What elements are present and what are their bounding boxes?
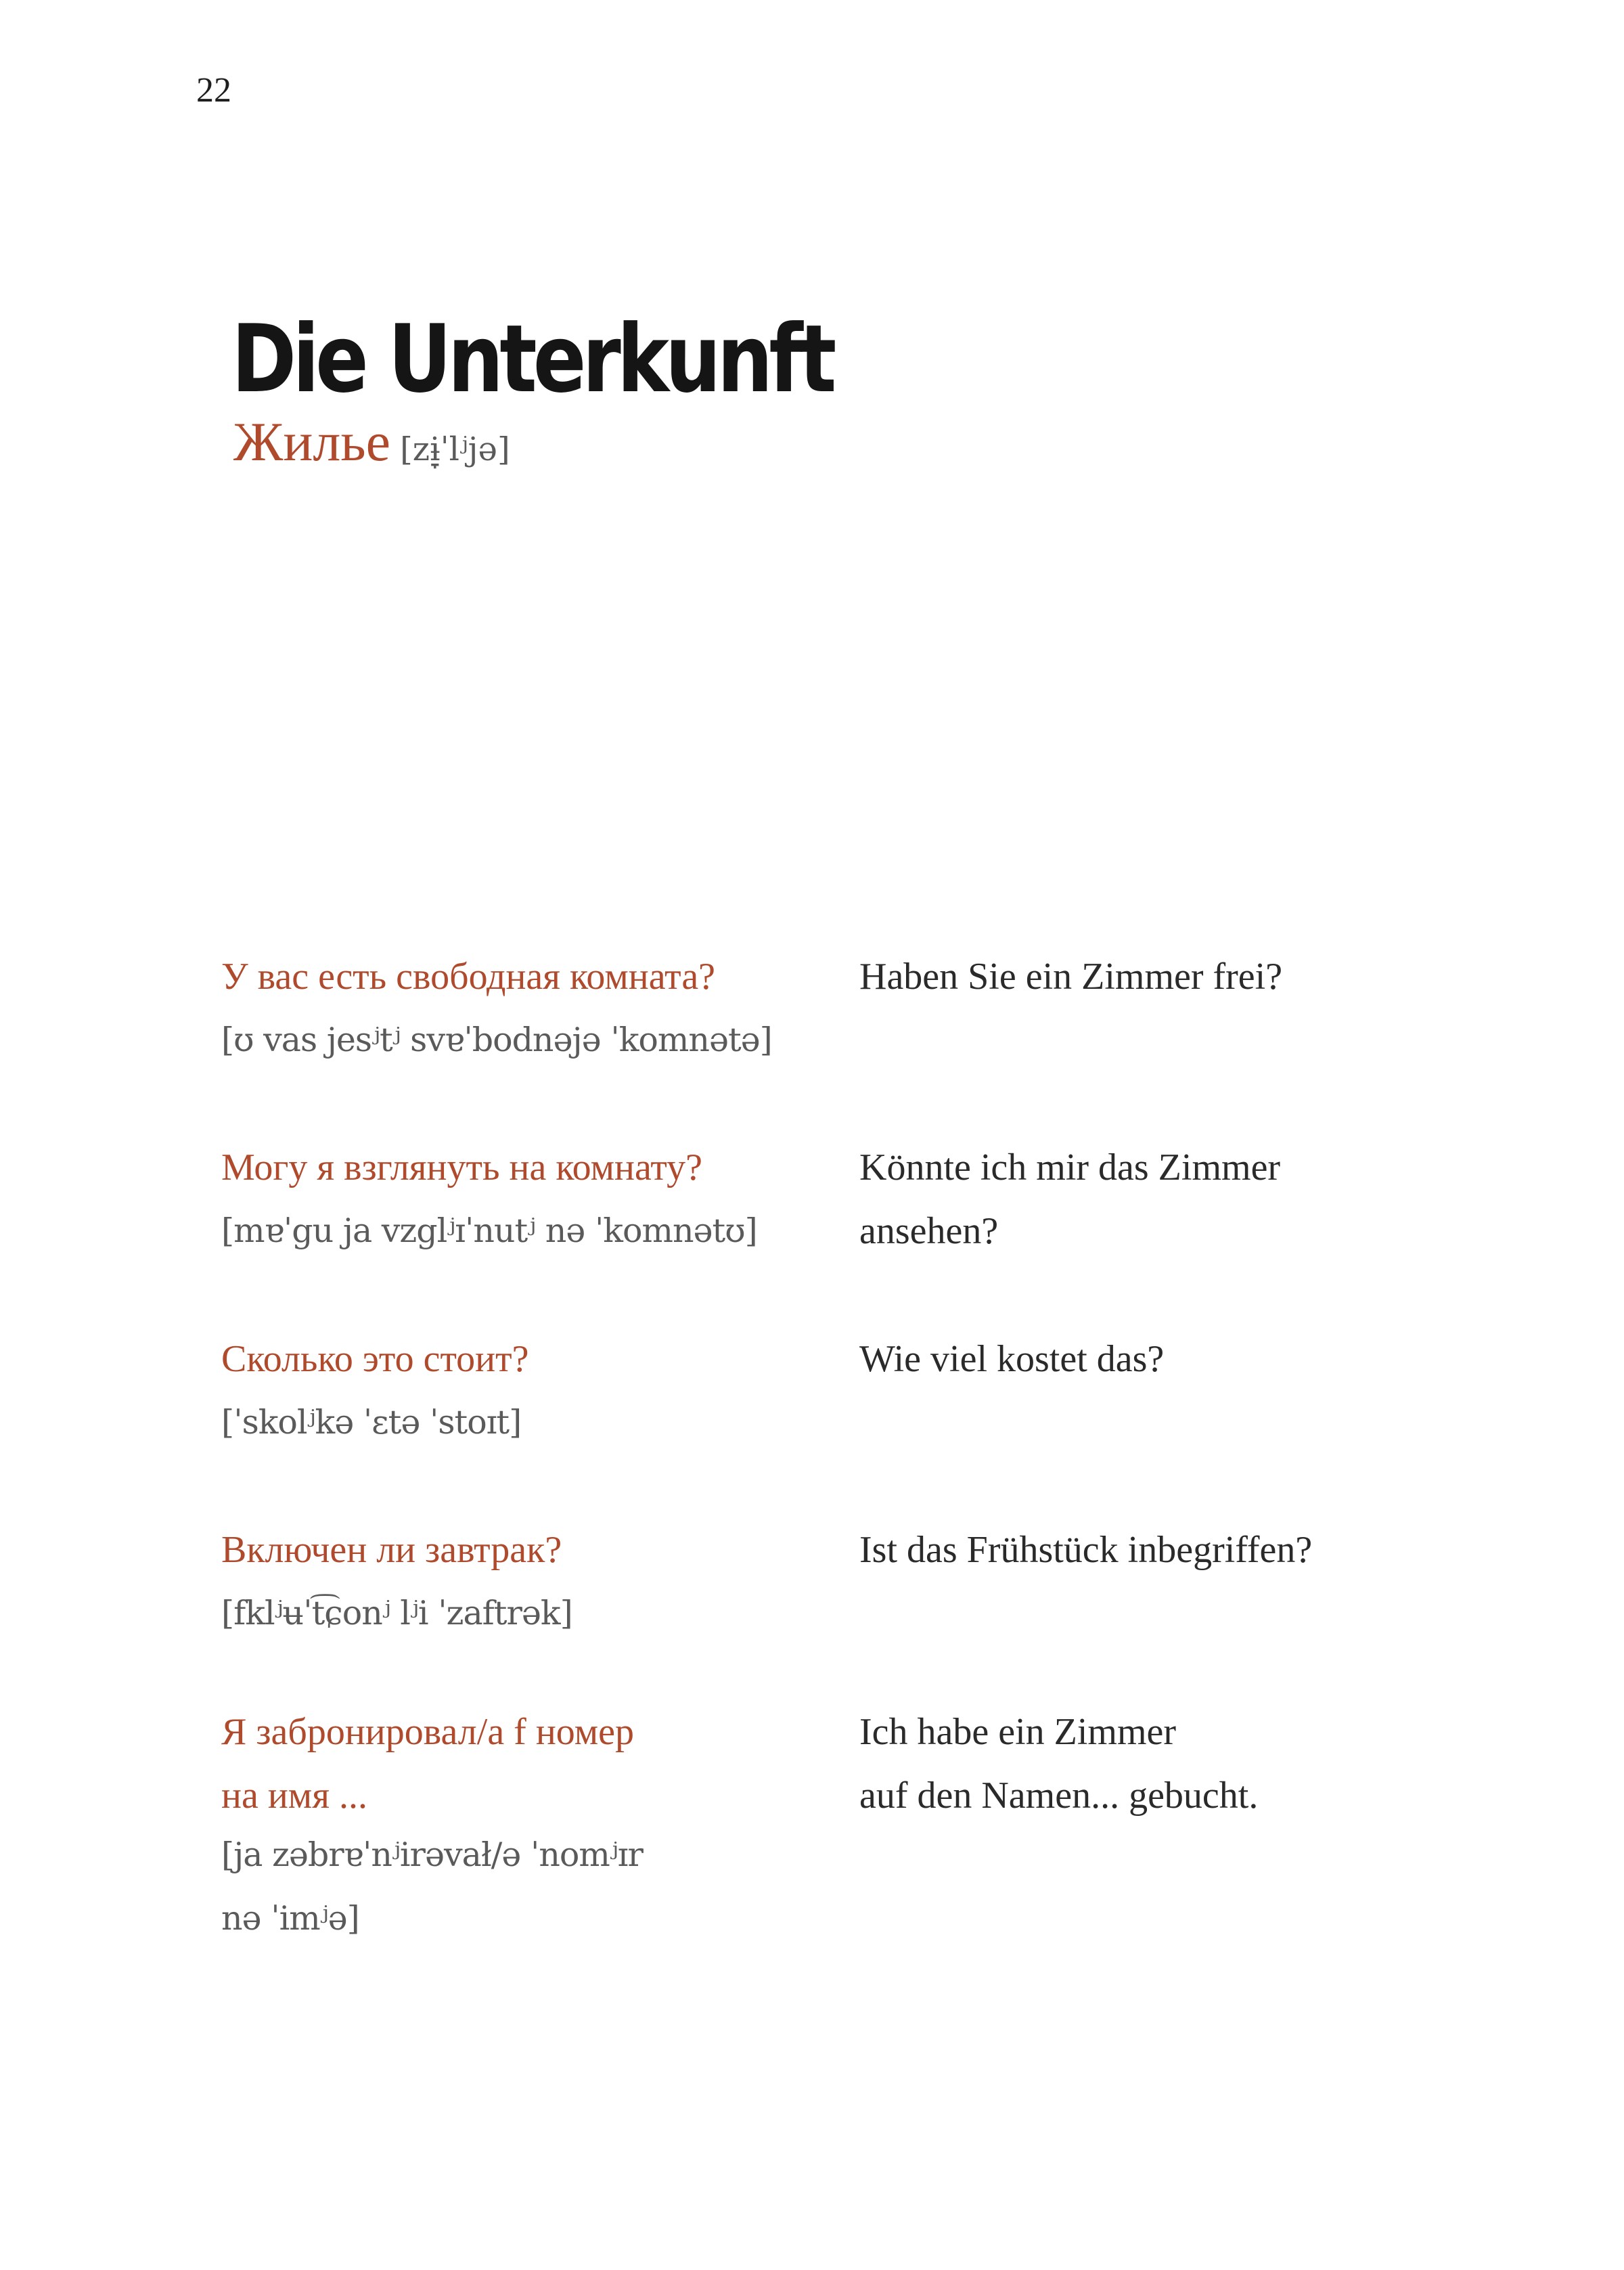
- transcription-line: [ʊ vas jesʲtʲ svɐˈbodnəjə ˈkomnətə]: [221, 1021, 772, 1059]
- russian-phrase: [221, 1700, 634, 1827]
- phrase-transcription: [221, 1823, 643, 1951]
- page-number: 22: [196, 71, 231, 110]
- phrase-transcription: [221, 1391, 521, 1454]
- transcription-line: nə ˈimʲə]: [221, 1899, 359, 1938]
- german-line: Wie viel kostet das?: [859, 1338, 1165, 1380]
- russian-phrase: [221, 945, 715, 1008]
- german-line: Haben Sie ein Zimmer frei?: [859, 956, 1283, 998]
- german-translation: [859, 1136, 1280, 1263]
- german-line: ansehen?: [859, 1210, 999, 1252]
- german-translation: [859, 1700, 1258, 1827]
- german-line: Könnte ich mir das Zimmer: [859, 1147, 1281, 1188]
- page-subtitle: [233, 411, 510, 472]
- russian-line: Включен ли завтрак?: [221, 1529, 562, 1571]
- russian-line: У вас есть свободная комната?: [221, 956, 716, 998]
- phrase-transcription: [221, 1199, 757, 1263]
- german-line: auf den Namen... gebucht.: [859, 1775, 1259, 1817]
- subtitle-transcription: [zɨ̞ˈlʲjə]: [400, 430, 510, 468]
- german-translation: [859, 1518, 1312, 1582]
- russian-phrase: [221, 1518, 562, 1582]
- russian-phrase: [221, 1136, 702, 1199]
- phrase-transcription: [221, 1008, 772, 1072]
- transcription-line: [fklʲʉˈt͡ɕonʲ lʲi ˈzaftrək]: [221, 1594, 572, 1632]
- russian-line: Сколько это стоит?: [221, 1338, 529, 1380]
- page-title: Die Unterkunft: [231, 305, 833, 414]
- german-translation: [859, 945, 1282, 1008]
- subtitle-russian-word: Жилье: [233, 411, 391, 472]
- transcription-line: [ˈskolʲkə ˈɛtə ˈstoɪt]: [221, 1403, 522, 1442]
- russian-line: на имя ...: [221, 1775, 367, 1817]
- german-line: Ist das Frühstück inbegriffen?: [859, 1529, 1313, 1571]
- german-translation: [859, 1327, 1164, 1391]
- transcription-line: [mɐˈgu ja vzglʲɪˈnutʲ nə ˈkomnətʊ]: [221, 1211, 757, 1250]
- russian-phrase: [221, 1327, 528, 1391]
- transcription-line: [ja zəbrɐˈnʲirəvał/ə ˈnomʲɪr: [221, 1835, 643, 1874]
- russian-line: Я забронировал/а f номер: [221, 1711, 635, 1753]
- russian-line: Могу я взглянуть на комнату?: [221, 1147, 703, 1188]
- german-line: Ich habe ein Zimmer: [859, 1711, 1177, 1753]
- phrase-transcription: [221, 1582, 572, 1645]
